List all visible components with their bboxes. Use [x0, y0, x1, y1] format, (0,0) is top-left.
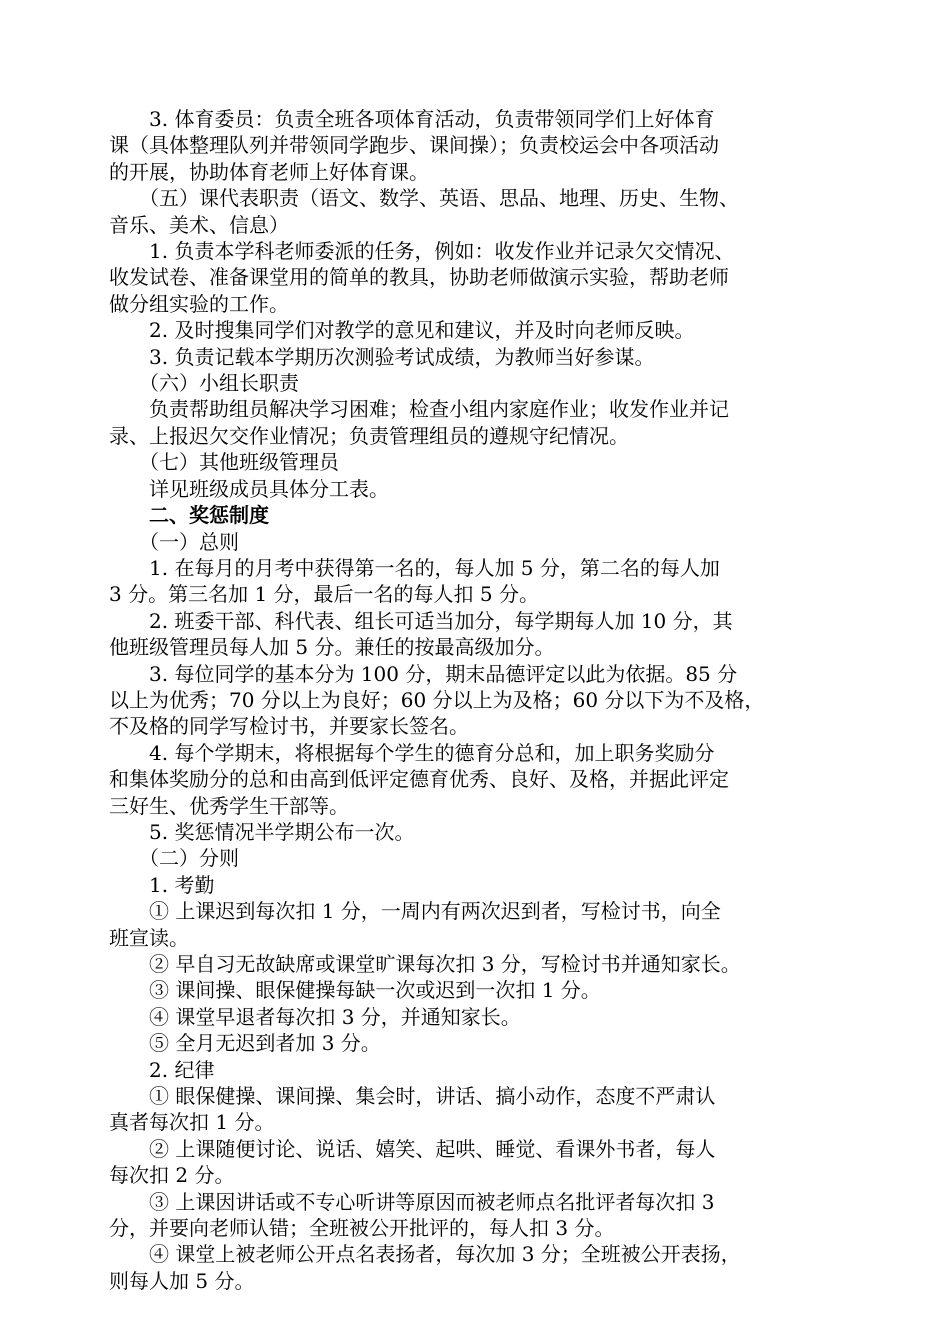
text-line: 4. 每个学期末，将根据每个学生的德育分总和，加上职务奖励分 [109, 740, 715, 765]
text-line: 详见班级成员具体分工表。 [109, 476, 389, 501]
text-line: 每次扣 2 分。 [109, 1163, 235, 1188]
document-body [109, 106, 849, 1294]
text-line: 负责帮助组员解决学习困难；检查小组内家庭作业；收发作业并记 [109, 397, 729, 422]
text-line: 2. 及时搜集同学们对教学的意见和建议，并及时向老师反映。 [109, 318, 695, 343]
text-line: 1. 负责本学科老师委派的任务，例如：收发作业并记录欠交情况、 [109, 239, 735, 264]
text-line: 和集体奖励分的总和由高到低评定德育优秀、良好、及格，并据此评定 [109, 767, 729, 792]
text-line: 3 分。第三名加 1 分，最后一名的每人扣 5 分。 [109, 582, 539, 607]
text-line: 课（具体整理队列并带领同学跑步、课间操）；负责校运会中各项活动 [109, 133, 719, 158]
text-line: 分，并要向老师认错；全班被公开批评的，每人扣 3 分。 [109, 1216, 615, 1241]
text-line: ① 眼保健操、课间操、集会时，讲话、搞小动作，态度不严肃认 [109, 1084, 716, 1109]
text-line: ③ 课间操、眼保健操每缺一次或迟到一次扣 1 分。 [109, 978, 601, 1003]
text-line: 真者每次扣 1 分。 [109, 1110, 275, 1135]
text-line: 2. 班委干部、科代表、组长可适当加分，每学期每人加 10 分，其 [109, 608, 733, 633]
text-line: ④ 课堂早退者每次扣 3 分，并通知家长。 [109, 1004, 521, 1029]
text-line: 不及格的同学写检讨书，并要家长签名。 [109, 714, 469, 739]
text-line: 音乐、美术、信息） [109, 212, 289, 237]
text-line: 他班级管理员每人加 5 分。兼任的按最高级加分。 [109, 635, 555, 660]
text-line: 以上为优秀；70 分以上为良好；60 分以上为及格；60 分以下为不及格， [109, 687, 765, 712]
text-line: 的开展，协助体育老师上好体育课。 [109, 159, 429, 184]
text-line: （二）分则 [109, 846, 239, 871]
text-line: 班宣读。 [109, 925, 189, 950]
text-line: 2. 纪律 [109, 1057, 215, 1082]
text-line: ① 上课迟到每次扣 1 分，一周内有两次迟到者，写检讨书，向全 [109, 899, 721, 924]
text-line: （一）总则 [109, 529, 239, 554]
text-line: （五）课代表职责（语文、数学、英语、思品、地理、历史、生物、 [109, 186, 739, 211]
text-line: （六）小组长职责 [109, 371, 299, 396]
text-line: 3. 每位同学的基本分为 100 分，期末品德评定以此为依据。85 分 [109, 661, 738, 686]
text-line: ④ 课堂上被老师公开点名表扬者，每次加 3 分；全班被公开表扬， [109, 1242, 741, 1267]
text-line: ② 上课随便讨论、说话、嬉笑、起哄、睡觉、看课外书者，每人 [109, 1136, 716, 1161]
text-line: 3. 负责记载本学期历次测验考试成绩，为教师当好参谋。 [109, 344, 655, 369]
section-heading: 二、奖惩制度 [109, 503, 269, 528]
text-line: 录、上报迟欠交作业情况；负责管理组员的遵规守纪情况。 [109, 423, 629, 448]
text-line: ③ 上课因讲话或不专心听讲等原因而被老师点名批评者每次扣 3 [109, 1189, 715, 1214]
text-line: 1. 考勤 [109, 872, 215, 897]
text-line: 5. 奖惩情况半学期公布一次。 [109, 819, 415, 844]
text-line: 做分组实验的工作。 [109, 291, 289, 316]
text-line: ② 早自习无故缺席或课堂旷课每次扣 3 分，写检讨书并通知家长。 [109, 952, 741, 976]
text-line: 则每人加 5 分。 [109, 1268, 255, 1293]
text-line: （七）其他班级管理员 [109, 450, 339, 475]
text-line: 3. 体育委员：负责全班各项体育活动，负责带领同学们上好体育 [109, 107, 715, 131]
text-line: 收发试卷、准备课堂用的简单的教具，协助老师做演示实验，帮助老师 [109, 265, 729, 290]
text-line: ⑤ 全月无迟到者加 3 分。 [109, 1031, 381, 1056]
text-line: 三好生、优秀学生干部等。 [109, 793, 349, 818]
text-line: 1. 在每月的月考中获得第一名的，每人加 5 分，第二名的每人加 [109, 555, 720, 580]
